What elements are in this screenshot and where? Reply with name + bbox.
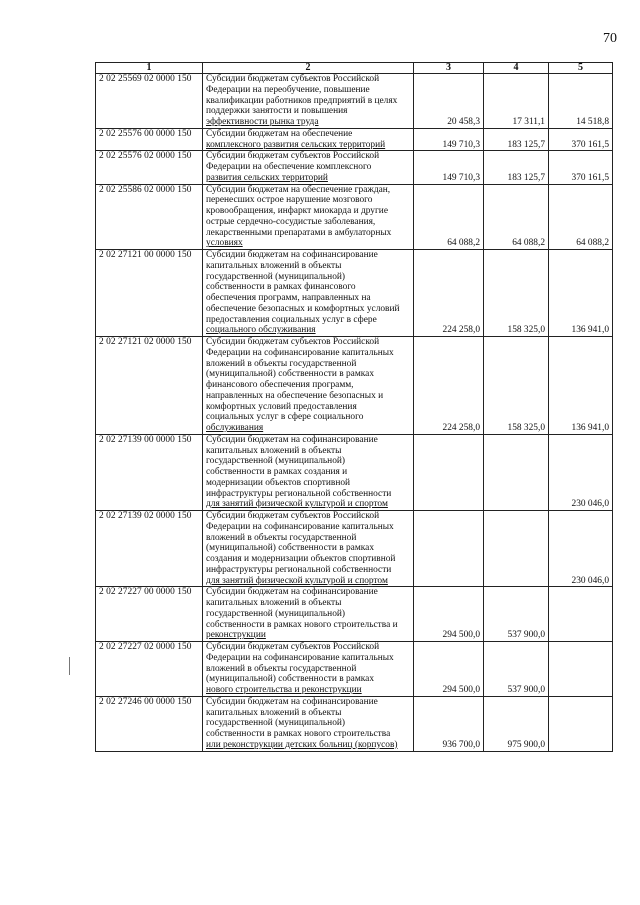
amount-cell-col3: 936 700,0 (414, 696, 484, 751)
description-line: нового строительства и реконструкции (206, 685, 362, 695)
description-line: лекарственными препаратами в амбулаторных (206, 227, 392, 238)
amount-cell-col4 (484, 434, 549, 510)
description-line: условиях (206, 238, 243, 249)
page-number: 70 (603, 31, 617, 46)
budget-code-cell: 2 02 27227 02 0000 150 (96, 642, 203, 697)
amount-cell-col5 (549, 696, 613, 751)
budget-code-cell: 2 02 27121 00 0000 150 (96, 250, 203, 337)
description-line: эффективности рынка труда (206, 117, 319, 127)
table-row (96, 74, 613, 129)
description-line: вложений в объекты государственной (206, 532, 357, 543)
description-line: направленных на обеспечение безопасных и (206, 390, 384, 401)
table-header-row (96, 63, 613, 74)
amount-cell-col4: 17 311,1 (484, 74, 549, 129)
amount-cell-col4: 183 125,7 (484, 151, 549, 184)
budget-code-cell: 2 02 25576 02 0000 150 (96, 151, 203, 184)
table-row (96, 434, 613, 510)
amount-cell-col5: 64 088,2 (549, 184, 613, 250)
table-row (96, 337, 613, 435)
description-line: Субсидии бюджетам субъектов Российской (206, 337, 380, 347)
description-cell (203, 434, 414, 510)
description-line: собственности в рамках финансового (206, 282, 356, 293)
table-body (96, 74, 613, 752)
description-line: Субсидии бюджетам субъектов Российской (206, 151, 380, 162)
amount-cell-col5 (549, 642, 613, 697)
description-line: собственности в рамках создания и (206, 467, 348, 477)
budget-code-cell: 2 02 27139 02 0000 150 (96, 511, 203, 587)
description-line: социального обслуживания (206, 325, 316, 336)
description-line: комфортных условий предоставления (206, 401, 357, 412)
description-line: капитальных вложений в объекты (206, 707, 342, 718)
description-line: комплексного развития сельских территорий (206, 139, 386, 150)
description-line: поддержки занятости и повышения (206, 106, 348, 117)
column-header-5: 5 (549, 63, 613, 74)
description-line: собственности в рамках нового строительства и (206, 619, 398, 630)
amount-cell-col3: 64 088,2 (414, 184, 484, 250)
amount-cell-col4: 158 325,0 (484, 337, 549, 435)
description-line: перенесших острое нарушение мозгового (206, 195, 373, 206)
amount-cell-col5: 230 046,0 (549, 511, 613, 587)
description-line: инфраструктуры региональной собственности (206, 564, 392, 575)
budget-code-cell: 2 02 27246 00 0000 150 (96, 696, 203, 751)
amount-cell-col4 (484, 511, 549, 587)
description-line: Федерации на софинансирование капитальных (206, 652, 394, 663)
description-line: обслуживания (206, 423, 264, 433)
description-line: капитальных вложений в объекты (206, 598, 342, 608)
column-header-2: 2 (203, 63, 414, 74)
description-line: для занятий физической культурой и спортом (206, 575, 388, 586)
description-line: модернизации объектов спортивной (206, 477, 351, 488)
amount-cell-col5: 136 941,0 (549, 337, 613, 435)
budget-code-cell: 2 02 27121 02 0000 150 (96, 337, 203, 435)
budget-code-cell: 2 02 27227 00 0000 150 (96, 587, 203, 642)
description-line: государственной (муниципальной) (206, 718, 346, 729)
table-row (96, 250, 613, 337)
description-line: кровообращения, инфаркт миокарда и другие (206, 206, 388, 216)
description-line: инфраструктуры региональной собственности (206, 488, 392, 499)
amount-cell-col5: 370 161,5 (549, 151, 613, 184)
amount-cell-col5 (549, 587, 613, 642)
description-line: (муниципальной) собственности в рамках (206, 369, 375, 380)
amount-cell-col3: 149 710,3 (414, 128, 484, 151)
description-cell (203, 151, 414, 184)
description-line: острые сердечно-сосудистые заболевания, (206, 216, 376, 227)
description-line: вложений в объекты государственной (206, 358, 357, 369)
amount-cell-col3: 294 500,0 (414, 642, 484, 697)
description-cell (203, 128, 414, 151)
description-line: квалификации работников предприятий в целях (206, 95, 398, 106)
amount-cell-col4: 975 900,0 (484, 696, 549, 751)
budget-code-cell: 2 02 25569 02 0000 150 (96, 74, 203, 129)
amount-cell-col3 (414, 434, 484, 510)
description-line: государственной (муниципальной) (206, 456, 346, 467)
description-cell (203, 587, 414, 642)
description-cell (203, 337, 414, 435)
amount-cell-col5: 370 161,5 (549, 128, 613, 151)
description-line: Федерации на переобучение, повышение (206, 84, 370, 95)
column-header-4: 4 (484, 63, 549, 74)
description-line: предоставления социальных услуг в сфере (206, 314, 377, 325)
description-line: или реконструкции детских больниц (корпусов) (206, 739, 398, 750)
description-line: реконструкции (206, 630, 266, 641)
amount-cell-col3: 224 258,0 (414, 250, 484, 337)
description-line: Федерации на софинансирование капитальных (206, 521, 394, 532)
description-line: капитальных вложений в объекты (206, 260, 342, 271)
description-line: Субсидии бюджетам субъектов Российской (206, 642, 380, 652)
description-line: Субсидии бюджетам на софинансирование (206, 434, 378, 445)
description-line: (муниципальной) собственности в рамках (206, 674, 375, 685)
description-line: Субсидии бюджетам на обеспечение граждан, (206, 184, 391, 195)
description-cell (203, 74, 414, 129)
description-cell (203, 642, 414, 697)
amount-cell-col5: 14 518,8 (549, 74, 613, 129)
description-line: создания и модернизации объектов спортивной (206, 554, 396, 564)
description-line: обеспечение безопасных и комфортных условий (206, 303, 400, 314)
description-cell (203, 696, 414, 751)
table-row (96, 587, 613, 642)
description-line: финансового обеспечения программ, (206, 380, 354, 390)
budget-code-cell: 2 02 27139 00 0000 150 (96, 434, 203, 510)
budget-code-cell: 2 02 25586 02 0000 150 (96, 184, 203, 250)
description-line: государственной (муниципальной) (206, 271, 346, 282)
description-line: (муниципальной) собственности в рамках (206, 543, 375, 554)
amount-cell-col3: 224 258,0 (414, 337, 484, 435)
amount-cell-col5: 230 046,0 (549, 434, 613, 510)
table-row (96, 696, 613, 751)
description-line: Субсидии бюджетам субъектов Российской (206, 511, 380, 521)
amount-cell-col4: 64 088,2 (484, 184, 549, 250)
amount-cell-col3: 149 710,3 (414, 151, 484, 184)
table-row (96, 511, 613, 587)
description-line: Субсидии бюджетам субъектов Российской (206, 74, 380, 84)
description-line: Субсидии бюджетам на софинансирование (206, 696, 378, 707)
amount-cell-col3: 294 500,0 (414, 587, 484, 642)
amount-cell-col4: 537 900,0 (484, 587, 549, 642)
amount-cell-col3: 20 458,3 (414, 74, 484, 129)
scan-artifact-line (69, 657, 70, 675)
description-line: вложений в объекты государственной (206, 663, 357, 674)
description-line: обеспечения программ, направленных на (206, 293, 371, 303)
description-cell (203, 250, 414, 337)
table-row (96, 184, 613, 250)
description-line: Субсидии бюджетам на софинансирование (206, 250, 378, 260)
budget-revenue-table (95, 62, 613, 752)
table-row (96, 151, 613, 184)
description-line: собственности в рамках нового строительства (206, 729, 391, 739)
amount-cell-col4: 537 900,0 (484, 642, 549, 697)
column-header-1: 1 (96, 63, 203, 74)
description-line: развития сельских территорий (206, 172, 328, 183)
table-row (96, 642, 613, 697)
description-line: Федерации на обеспечение комплексного (206, 162, 372, 172)
column-header-3: 3 (414, 63, 484, 74)
description-cell (203, 511, 414, 587)
description-line: Федерации на софинансирование капитальных (206, 347, 394, 358)
amount-cell-col3 (414, 511, 484, 587)
description-line: для занятий физической культурой и спортом (206, 499, 388, 510)
amount-cell-col4: 183 125,7 (484, 128, 549, 151)
budget-code-cell: 2 02 25576 00 0000 150 (96, 128, 203, 151)
amount-cell-col5: 136 941,0 (549, 250, 613, 337)
description-line: государственной (муниципальной) (206, 608, 346, 619)
description-line: социальных услуг в сфере социального (206, 412, 364, 423)
table-row (96, 128, 613, 151)
description-line: Субсидии бюджетам на софинансирование (206, 587, 378, 598)
description-line: Субсидии бюджетам на обеспечение (206, 128, 353, 139)
description-cell (203, 184, 414, 250)
description-line: капитальных вложений в объекты (206, 445, 342, 456)
amount-cell-col4: 158 325,0 (484, 250, 549, 337)
